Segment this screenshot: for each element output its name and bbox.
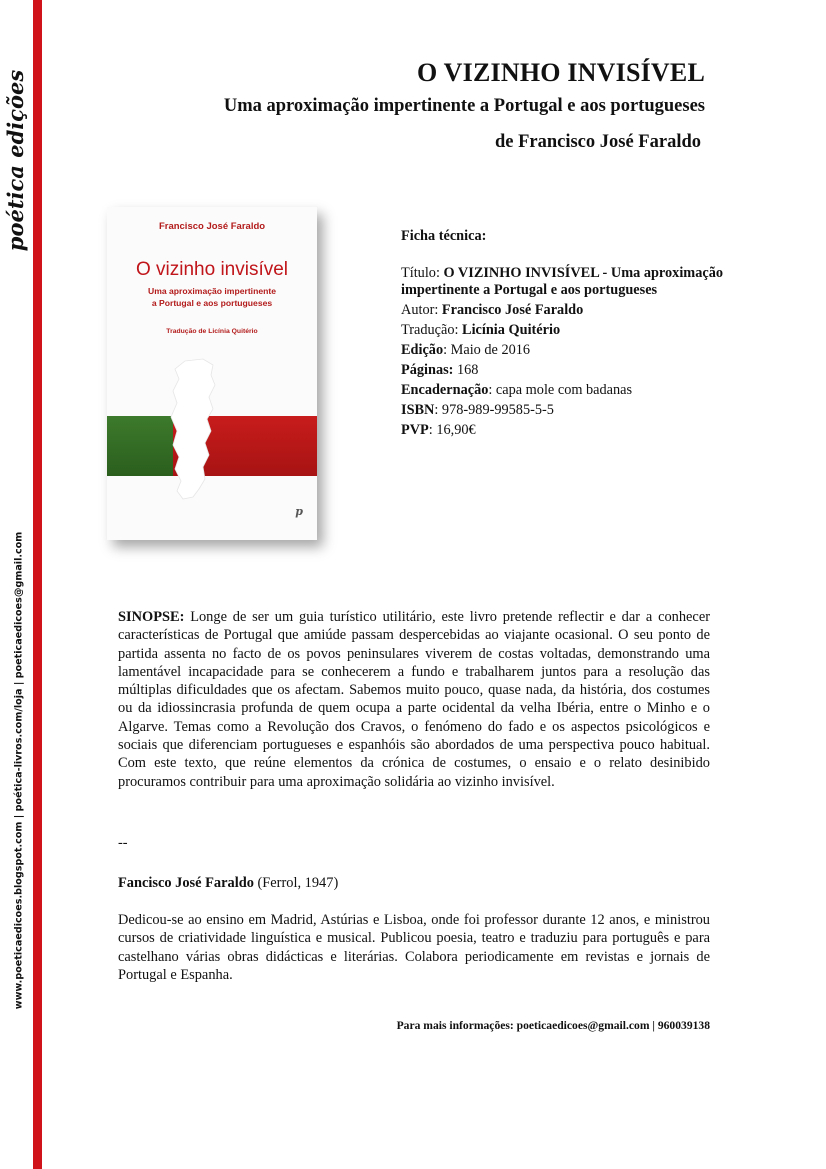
ficha-isbn-row xyxy=(401,400,761,420)
ficha-isbn-label: ISBN xyxy=(401,402,435,418)
cover-subtitle-line-1: Uma aproximação impertinente xyxy=(148,286,276,296)
author-bio-detail: (Ferrol, 1947) xyxy=(253,875,339,891)
book-title: O VIZINHO INVISÍVEL xyxy=(417,58,705,87)
ficha-pages-label: Páginas: xyxy=(401,362,454,378)
cover-translation: Tradução de Licínia Quitério xyxy=(166,328,258,335)
book-cover xyxy=(107,207,317,540)
synopsis-text: Longe de ser um guia turístico utilitário, este livro pretende reflectir e dar a conhecer características de Portugal que amiúde passam despercebidas ao viajante ocasional. O seu ponto de partida assenta no facto de os povos peninsulares viverem de costas voltadas, demonstrando uma lamentável incapacidade para se conhecerem a fundo e trabalharem juntos para a resolução das múltiplas dificuldades que os afectam. Sabemos muito pouco, quase nada, da história, dos costumes ou da idiossincrasia profunda de quem ocupa a parte ocidental da velha Ibéria, entre o Minho e o Algarve. Temas como a Revolução dos Cravos, o fenómeno do fado e os aspectos psicológicos e sociais que diferenciam portugueses e espanhóis são abordados de uma perspectiva pouco habitual. Com este texto, que reúne elementos da crónica de costumes, o ensaio e o relato desinibido procuramos contribuir para uma aproximação solidária ao vizinho invisível. xyxy=(118,609,710,790)
ficha-price-value: : 16,90€ xyxy=(428,422,476,438)
side-contact-text: www.poeticaedicoes.blogspot.com | poética-livros.com/loja | poeticaedicoes@gmail.com xyxy=(13,531,25,1009)
ficha-edition-value: : Maio de 2016 xyxy=(443,342,531,358)
book-subtitle: Uma aproximação impertinente a Portugal e aos portugueses xyxy=(223,96,705,116)
ficha-title-value: O VIZINHO INVISÍVEL - Uma aproximação impertinente a Portugal e aos portugueses xyxy=(401,265,723,298)
ficha-edition-label: Edição xyxy=(401,342,444,358)
cover-author: Francisco José Faraldo xyxy=(158,221,266,232)
ficha-author-row xyxy=(401,300,761,320)
contact-footer: Para mais informações: poeticaedicoes@gmail.com | 960039138 xyxy=(396,1019,710,1032)
technical-sheet xyxy=(401,226,761,440)
ficha-author-label: Autor: xyxy=(401,302,439,318)
ficha-price-row xyxy=(401,420,761,440)
synopsis-label: SINOPSE: xyxy=(118,609,185,625)
ficha-translation-row xyxy=(401,320,761,340)
author-bio-paragraph: Dedicou-se ao ensino em Madrid, Astúrias e Lisboa, onde foi professor durante 12 anos, e ministrou cursos de criatividade linguística e musical. Publicou poesia, teatro e traduziu para português e para castelhano várias obras didácticas e literárias. Colabora periodicamente em revistas e jornais de Portugal e Espanha. xyxy=(118,912,710,983)
ficha-title-row xyxy=(401,265,761,299)
ficha-pages-row xyxy=(401,360,761,380)
publisher-brand xyxy=(2,69,30,251)
publisher-brand-text: poética edições xyxy=(3,69,29,251)
cover-subtitle xyxy=(117,285,307,309)
red-margin-bar xyxy=(33,0,42,1169)
ficha-translation-label: Tradução: xyxy=(401,322,459,338)
portugal-map-icon xyxy=(163,357,223,507)
technical-sheet-heading: Ficha técnica: xyxy=(401,228,487,244)
section-separator: -- xyxy=(118,835,128,851)
ficha-translation-value: Licínia Quitério xyxy=(462,322,561,338)
cover-publisher-logo: p xyxy=(295,505,303,518)
ficha-author-value: Francisco José Faraldo xyxy=(441,302,584,318)
ficha-edition-row xyxy=(401,340,761,360)
ficha-binding-row xyxy=(401,380,761,400)
author-bio-heading xyxy=(118,874,710,892)
cover-title: O vizinho invisível xyxy=(135,259,289,280)
author-bio-name: Fancisco José Faraldo xyxy=(118,875,254,891)
ficha-price-label: PVP xyxy=(401,422,429,438)
book-author-line: de Francisco José Faraldo xyxy=(494,132,701,152)
ficha-binding-label: Encadernação xyxy=(401,382,489,398)
ficha-title-label: Título: xyxy=(401,265,440,281)
ficha-isbn-value: : 978-989-99585-5-5 xyxy=(434,402,554,418)
cover-subtitle-line-2: a Portugal e aos portugueses xyxy=(151,298,273,308)
side-contact-strip xyxy=(8,530,30,1010)
ficha-pages-value: 168 xyxy=(453,362,479,378)
synopsis-paragraph xyxy=(118,608,710,791)
ficha-binding-value: : capa mole com badanas xyxy=(488,382,633,398)
